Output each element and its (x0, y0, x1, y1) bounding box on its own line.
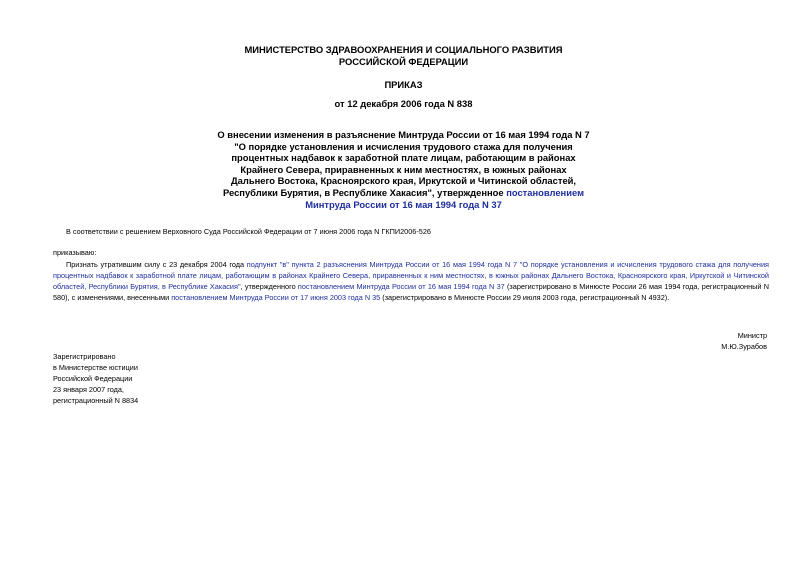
ministry-name (0, 44, 807, 68)
registration-line-2: в Министерстве юстиции (53, 363, 138, 372)
title-line-4: Крайнего Севера, приравненных к ним местностях, в южных районах (240, 163, 567, 175)
title-line-1: О внесении изменения в разъяснение Минтруда России от 16 мая 1994 года N 7 (217, 129, 590, 140)
paragraph-text-4: (зарегистрировано в Минюсте России 29 июля 2003 года, регистрационный N 4932). (380, 293, 670, 302)
order-date: от 12 декабря 2006 года N 838 (334, 98, 473, 109)
title-line-2: "О порядке установления и исчисления трудового стажа для получения (234, 140, 573, 152)
registration-line-5: регистрационный N 8834 (53, 396, 139, 405)
resolution-37-link[interactable]: постановлением Минтруда России от 16 мая 1994 года N 37 (297, 282, 505, 291)
paragraph-text-1: Признать утратившим силу с 23 декабря 2004 года (66, 260, 247, 269)
title-line-3: процентных надбавок к заработной плате лицам, работающим в районах (231, 152, 576, 164)
main-paragraph (53, 259, 769, 303)
signer-position: Министр (737, 331, 767, 340)
title-resolution-link-continued[interactable]: Минтруда России от 16 мая 1994 года N 37 (305, 198, 502, 210)
document-title (0, 129, 807, 210)
registration-line-1: Зарегистрировано (53, 352, 116, 361)
resolution-35-link[interactable]: постановлением Минтруда России от 17 июня 2003 года N 35 (171, 293, 381, 302)
preamble: В соответствии с решением Верховного Суда Российской Федерации от 7 июня 2006 года N ГКПИ2006-526 (66, 227, 431, 236)
registration-line-4: 23 января 2007 года, (53, 385, 124, 394)
title-line-6 (0, 187, 807, 199)
title-resolution-link[interactable]: постановлением (506, 186, 585, 198)
signer-name: М.Ю.Зурабов (721, 342, 767, 351)
paragraph-text-3: (зарегистрировано в Минюсте России 26 мая 1994 года, регистрационный N 580), с изменениями, внесенными (53, 282, 769, 302)
registration-line-3: Российской Федерации (53, 374, 133, 383)
order-type: ПРИКАЗ (384, 79, 423, 90)
subparagraph-link[interactable]: подпункт "в" пункта 2 разъяснения Минтруда России от 16 мая 1994 года N 7 "О порядке установления и исчисления трудового стажа для получения процентных надбавок к заработной плате лицам, работающим в районах Крайнего Севера, приравненных к ним местностях, в южных районах Дальнего Востока, Красноярского края, Иркутской и Читинской областей, Республики Бурятия, в Республике Хакасия" (53, 260, 769, 291)
ministry-name-line-1: МИНИСТЕРСТВО ЗДРАВООХРАНЕНИЯ И СОЦИАЛЬНОГО РАЗВИТИЯ (244, 44, 563, 55)
title-line-6-text: Республики Бурятия, в Республике Хакасия", утвержденное (222, 186, 507, 198)
signer-block (721, 330, 767, 352)
paragraph-text-2: , утвержденного (240, 282, 298, 291)
ministry-name-line-2: РОССИЙСКОЙ ФЕДЕРАЦИИ (338, 56, 469, 67)
title-line-5: Дальнего Востока, Красноярского края, Иркутской и Читинской областей, (230, 175, 577, 187)
order-word: приказываю: (53, 248, 97, 257)
registration-block (53, 351, 138, 406)
